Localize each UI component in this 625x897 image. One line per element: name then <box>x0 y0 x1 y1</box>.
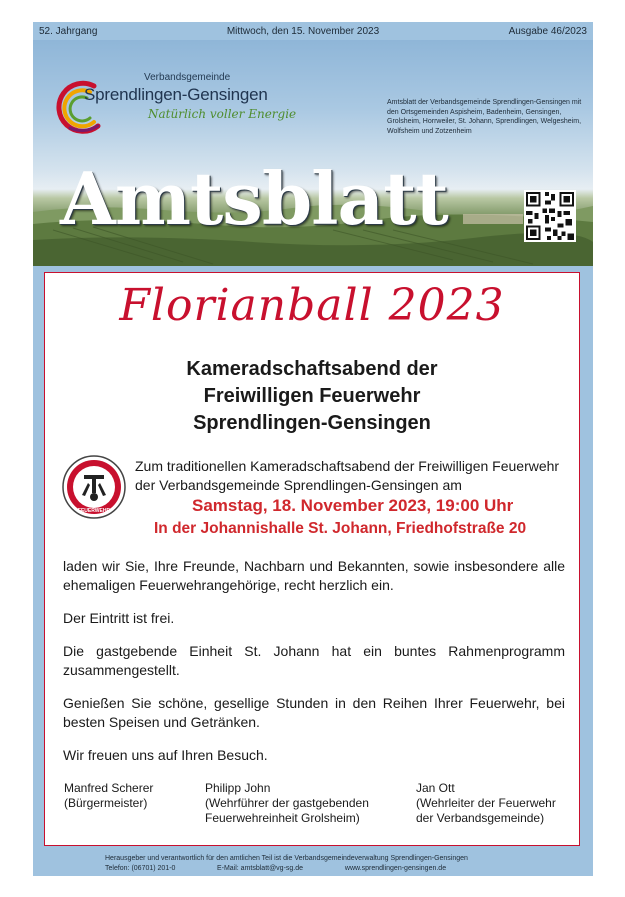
signature-block <box>416 781 576 826</box>
signature-role: Feuerwehreinheit Grolsheim) <box>205 811 360 825</box>
signature-role: (Bürgermeister) <box>64 796 148 810</box>
contact-phone: Telefon: (06701) 201-0 <box>105 865 176 872</box>
signature-name: Philipp John <box>205 781 271 795</box>
subheading-line-1: Kameradschaftsabend der <box>186 358 438 380</box>
logo-slogan: Natürlich voller Energie <box>148 107 297 121</box>
paragraph-programme: Die gastgebende Einheit St. Johann hat ein buntes Rahmenprogramm zusammengestellt. <box>63 643 565 678</box>
event-location: In der Johannishalle St. Johann, Friedhofstraße 20 <box>154 520 527 537</box>
signature-block <box>64 781 194 811</box>
contact-email: E-Mail: amtsblatt@vg-sg.de <box>216 865 304 872</box>
paragraph-entry: Der Eintritt ist frei. <box>63 610 175 626</box>
publisher-footer <box>33 852 593 876</box>
publication-description: Amtsblatt der Verbandsgemeinde Sprendlingen-Gensingen mit den Ortsgemeinden Aspisheim, Badenheim, Gensingen, Grolsheim, Horrweiler, St. Johann, Sprendlingen, Welgesheim, Wolfsheim und Zotzenheim <box>387 99 582 135</box>
event-datetime-line <box>44 496 580 516</box>
qr-code-icon <box>524 190 576 242</box>
paragraph-closing: Wir freuen uns auf Ihren Besuch. <box>63 747 268 763</box>
contact-website[interactable]: www.sprendlingen-gensingen.de <box>344 865 447 872</box>
paragraph-invitation: laden wir Sie, Ihre Freunde, Nachbarn und Bekannten, sowie insbesondere alle ehemaligen Feuerwehrangehörige, recht herzlich ein. <box>63 558 565 593</box>
paragraph-enjoy: Genießen Sie schöne, gesellige Stunden in den Reihen Ihrer Feuerwehr, bei besten Speisen und Getränken. <box>63 695 565 730</box>
volume-label: 52. Jahrgang <box>39 25 98 37</box>
masthead-title: Amtsblatt <box>60 156 448 241</box>
signature-block <box>205 781 405 826</box>
event-subheading <box>44 356 580 437</box>
issue-info-bar <box>33 22 593 40</box>
publisher-line: Herausgeber und verantwortlich für den amtlichen Teil ist die Verbandsgemeindeverwaltung Sprendlingen-Gensingen <box>105 855 468 862</box>
subheading-line-2: Freiwilligen Feuerwehr <box>203 385 421 407</box>
event-title: Florianball 2023 <box>119 280 505 331</box>
issue-date: Mittwoch, den 15. November 2023 <box>226 25 380 37</box>
contact-line <box>105 864 446 874</box>
signature-role: (Wehrführer der gastgebenden <box>205 796 369 810</box>
logo-name: Sprendlingen-Gensingen <box>84 85 268 104</box>
signature-name: Manfred Scherer <box>64 781 154 795</box>
signature-role: der Verbandsgemeinde) <box>416 811 545 825</box>
svg-text:FEUERWEHR: FEUERWEHR <box>77 508 111 514</box>
issue-number: Ausgabe 46/2023 <box>508 25 587 37</box>
signature-role: (Wehrleiter der Feuerwehr <box>416 796 556 810</box>
event-intro: Zum traditionellen Kameradschaftsabend der Freiwilligen Feuerwehr der Verbandsgemeinde Sprendlingen-Gensingen am <box>135 458 560 493</box>
event-datetime: Samstag, 18. November 2023, 19:00 Uhr <box>192 496 514 515</box>
subheading-line-3: Sprendlingen-Gensingen <box>193 412 431 434</box>
logo-subtitle: Verbandsgemeinde <box>144 72 231 83</box>
signature-name: Jan Ott <box>416 781 455 795</box>
